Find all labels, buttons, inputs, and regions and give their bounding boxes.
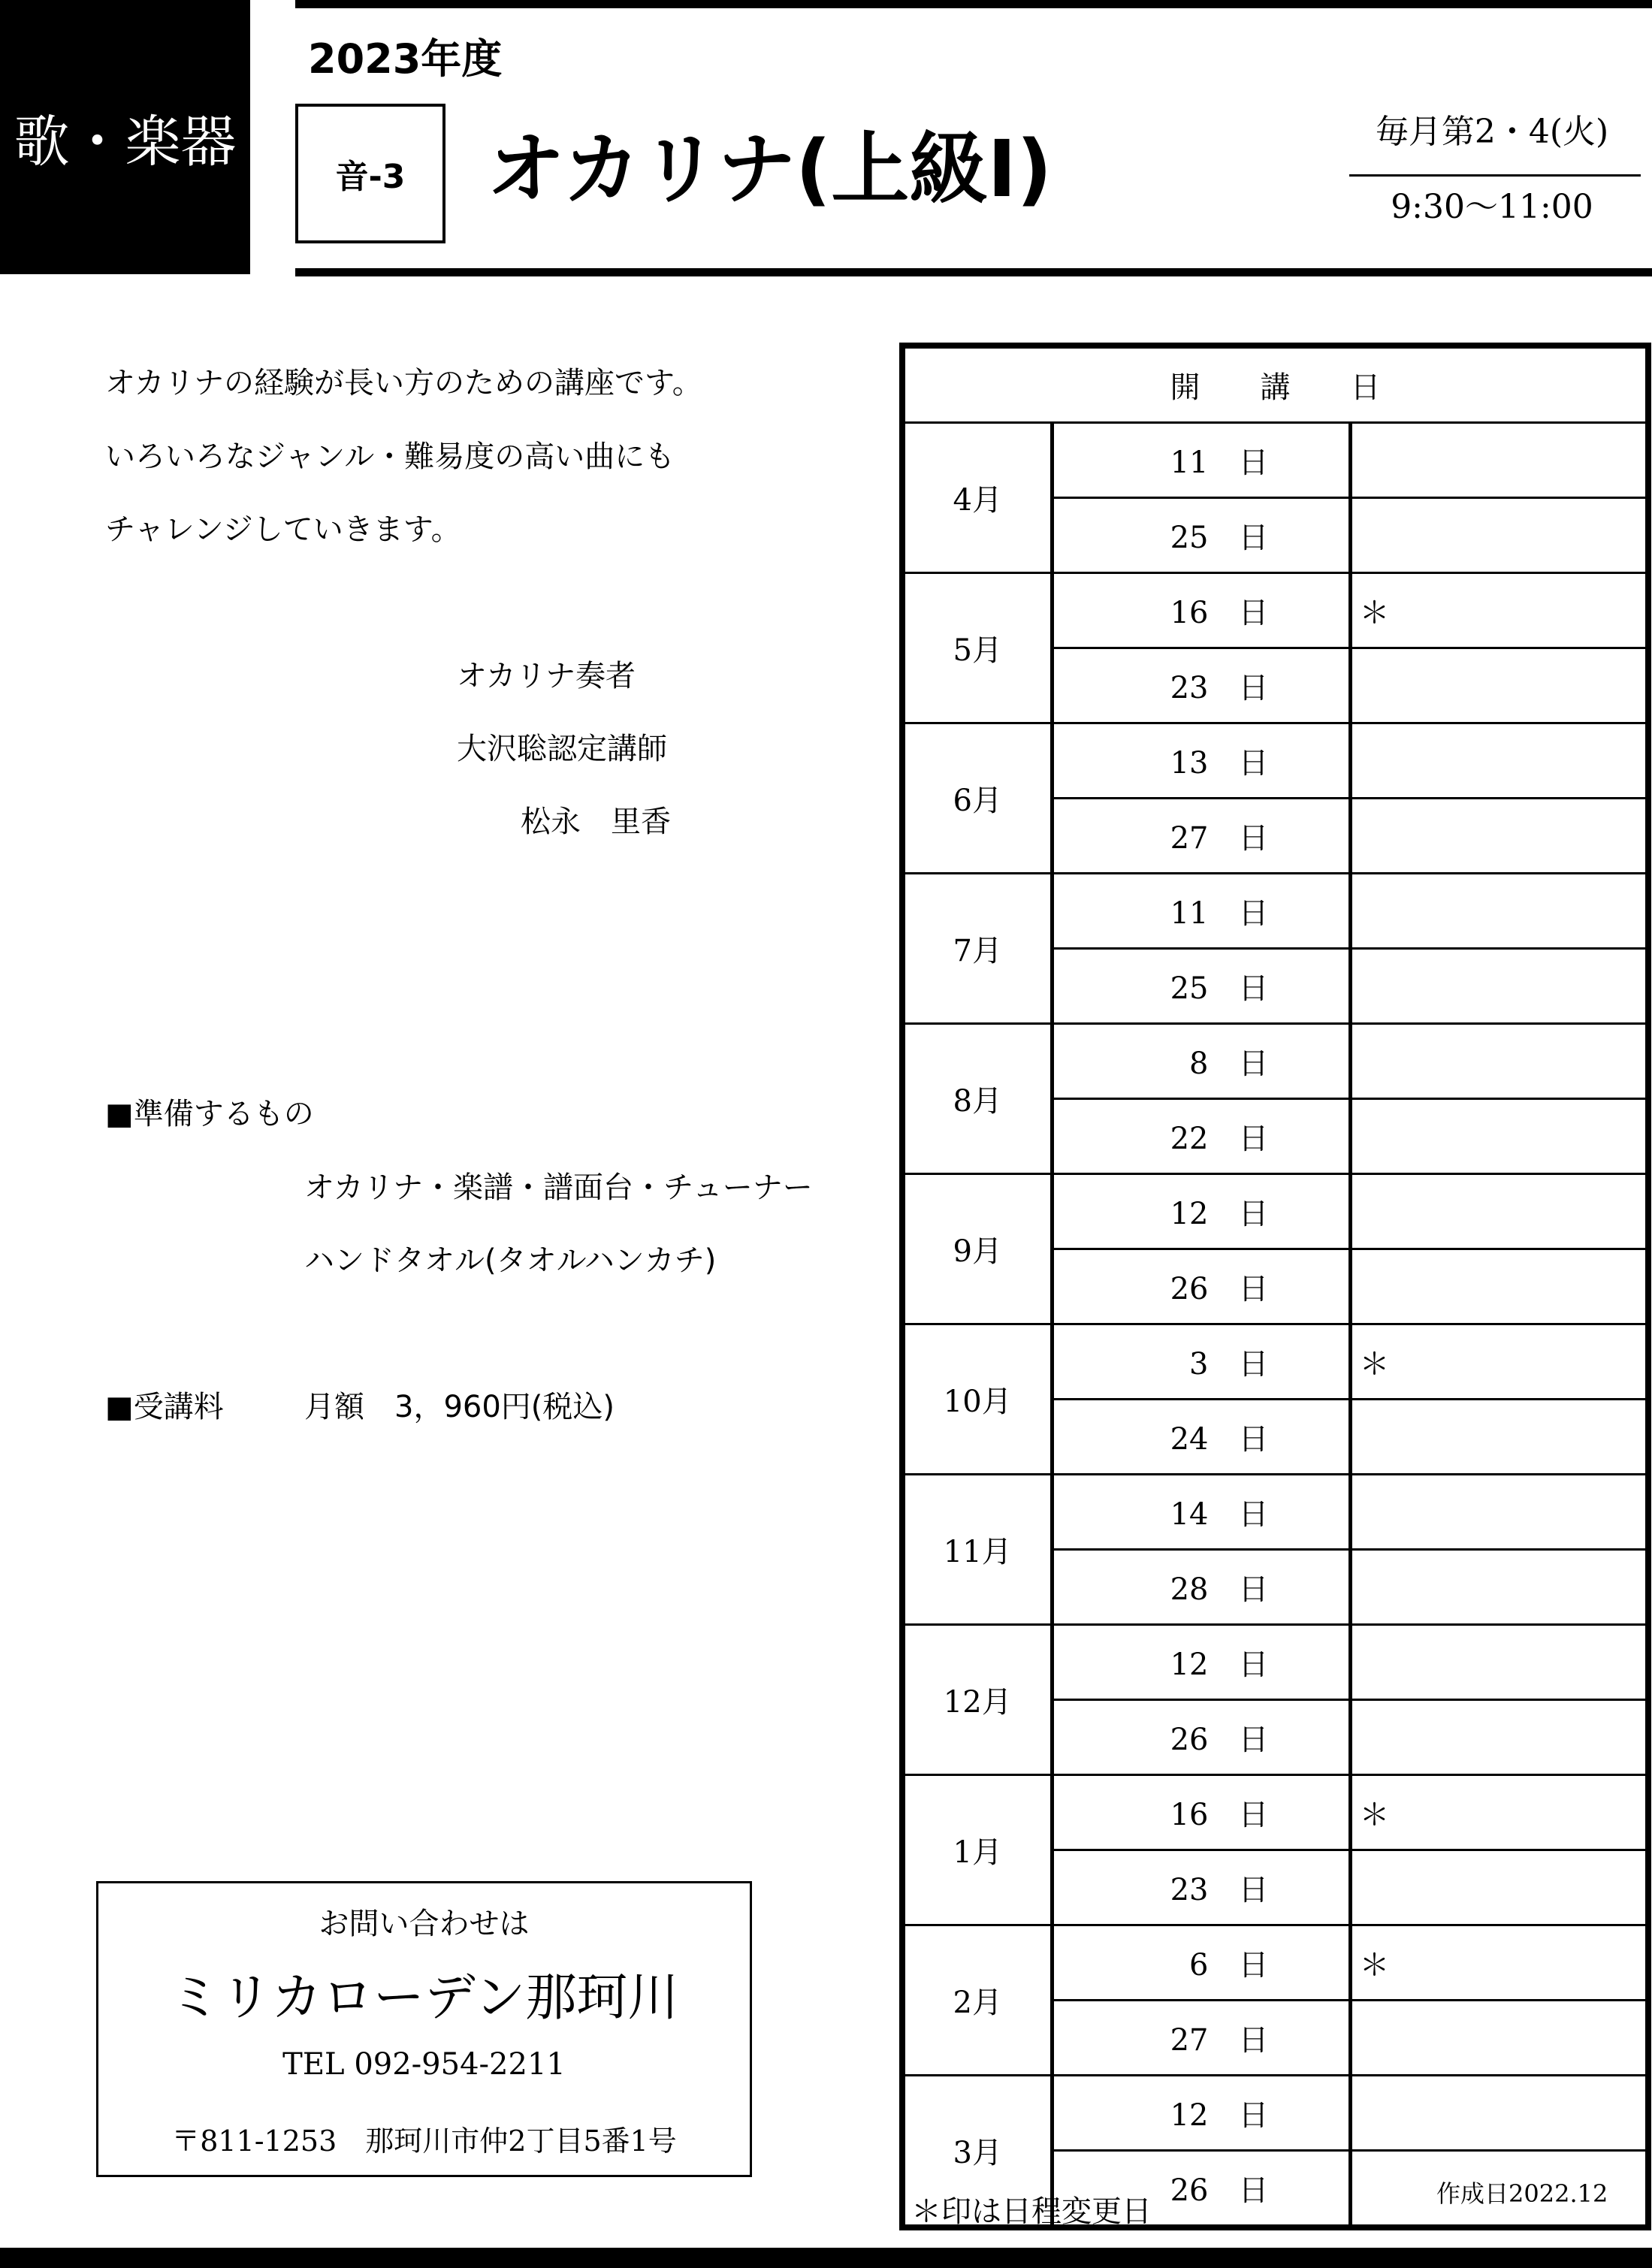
day-cell bbox=[1052, 573, 1350, 648]
description-line-3: チャレンジしていきます。 bbox=[105, 512, 461, 547]
day-number: 27 bbox=[1170, 2023, 1209, 2058]
month-cell: 3月 bbox=[902, 2076, 1052, 2228]
day-cell bbox=[1052, 1024, 1350, 1099]
schedule-divider bbox=[1349, 174, 1641, 177]
day-number: 12 bbox=[1170, 1197, 1209, 1231]
day-number: 23 bbox=[1170, 1873, 1209, 1907]
day-unit: 日 bbox=[1238, 1046, 1269, 1081]
day-cell bbox=[1052, 648, 1350, 723]
day-number: 12 bbox=[1170, 2098, 1209, 2133]
contact-phone: TEL 092-954-2211 bbox=[282, 2047, 566, 2082]
month-cell: 12月 bbox=[902, 1625, 1052, 1775]
change-mark: ＊ bbox=[1350, 1925, 1648, 2001]
month-cell: 4月 bbox=[902, 423, 1052, 573]
change-mark bbox=[1350, 1024, 1648, 1099]
materials-item-2: ハンドタオル(タオルハンカチ) bbox=[304, 1243, 717, 1278]
change-mark bbox=[1350, 1475, 1648, 1550]
day-number: 8 bbox=[1189, 1046, 1209, 1081]
materials-item-1: オカリナ・楽譜・譜面台・チューナー bbox=[304, 1170, 813, 1205]
day-cell bbox=[1052, 2076, 1350, 2151]
month-cell: 8月 bbox=[902, 1024, 1052, 1174]
change-mark bbox=[1350, 1174, 1648, 1249]
course-code: 音-3 bbox=[295, 104, 445, 243]
change-mark bbox=[1350, 1400, 1648, 1475]
change-mark bbox=[1350, 423, 1648, 498]
day-unit: 日 bbox=[1238, 445, 1269, 480]
day-unit: 日 bbox=[1238, 1798, 1269, 1832]
legend-note: ＊印は日程変更日 bbox=[911, 2194, 1152, 2229]
header-top-rule bbox=[295, 0, 1652, 8]
header-bottom-rule bbox=[295, 268, 1652, 276]
change-mark bbox=[1350, 723, 1648, 799]
day-unit: 日 bbox=[1238, 596, 1269, 630]
change-mark: ＊ bbox=[1350, 1775, 1648, 1850]
footer-bar bbox=[0, 2248, 1652, 2268]
change-mark bbox=[1350, 799, 1648, 874]
table-row bbox=[902, 1625, 1648, 1700]
month-cell: 6月 bbox=[902, 723, 1052, 874]
day-unit: 日 bbox=[1238, 1272, 1269, 1306]
day-cell bbox=[1052, 1249, 1350, 1324]
change-mark bbox=[1350, 1700, 1648, 1775]
day-number: 16 bbox=[1170, 1798, 1209, 1832]
day-number: 22 bbox=[1170, 1122, 1209, 1156]
day-unit: 日 bbox=[1238, 1873, 1269, 1907]
day-number: 26 bbox=[1170, 1272, 1209, 1306]
contact-venue-name: ミリカローデン那珂川 bbox=[169, 1968, 679, 2028]
day-unit: 日 bbox=[1238, 521, 1269, 555]
day-unit: 日 bbox=[1238, 1197, 1269, 1231]
contact-box bbox=[96, 1881, 752, 2177]
day-unit: 日 bbox=[1238, 1723, 1269, 1757]
day-unit: 日 bbox=[1238, 2098, 1269, 2133]
day-number: 23 bbox=[1170, 671, 1209, 705]
change-mark: ＊ bbox=[1350, 1324, 1648, 1400]
day-unit: 日 bbox=[1238, 1122, 1269, 1156]
day-cell bbox=[1052, 723, 1350, 799]
day-number: 13 bbox=[1170, 746, 1209, 781]
change-mark bbox=[1350, 1625, 1648, 1700]
day-number: 3 bbox=[1189, 1347, 1209, 1382]
day-unit: 日 bbox=[1238, 896, 1269, 931]
fiscal-year: 2023年度 bbox=[308, 35, 503, 83]
table-row bbox=[902, 1324, 1648, 1400]
contact-address: 〒811-1253 那珂川市仲2丁目5番1号 bbox=[171, 2125, 677, 2158]
change-mark bbox=[1350, 1249, 1648, 1324]
day-cell bbox=[1052, 949, 1350, 1024]
day-number: 26 bbox=[1170, 2173, 1209, 2208]
table-row bbox=[902, 1024, 1648, 1099]
schedule-table bbox=[899, 343, 1651, 2230]
table-header-row bbox=[902, 346, 1648, 423]
day-unit: 日 bbox=[1238, 2023, 1269, 2058]
change-mark bbox=[1350, 2076, 1648, 2151]
day-cell bbox=[1052, 1475, 1350, 1550]
month-cell: 7月 bbox=[902, 874, 1052, 1024]
change-mark: ＊ bbox=[1350, 573, 1648, 648]
instructor-certification: 大沢聡認定講師 bbox=[457, 732, 667, 766]
day-number: 12 bbox=[1170, 1647, 1209, 1682]
day-unit: 日 bbox=[1238, 671, 1269, 705]
table-row bbox=[902, 2076, 1648, 2151]
month-cell: 1月 bbox=[902, 1775, 1052, 1925]
table-row bbox=[902, 1925, 1648, 2001]
fee-value: 月額 3，960円(税込) bbox=[304, 1390, 615, 1424]
day-number: 14 bbox=[1170, 1497, 1209, 1532]
schedule-day: 毎月第2・4(火) bbox=[1375, 113, 1609, 151]
contact-heading: お問い合わせは bbox=[319, 1907, 530, 1941]
day-unit: 日 bbox=[1238, 746, 1269, 781]
table-row bbox=[902, 573, 1648, 648]
change-mark bbox=[1350, 949, 1648, 1024]
table-row bbox=[902, 1775, 1648, 1850]
day-cell bbox=[1052, 423, 1350, 498]
day-unit: 日 bbox=[1238, 821, 1269, 856]
day-cell bbox=[1052, 2001, 1350, 2076]
day-unit: 日 bbox=[1238, 1647, 1269, 1682]
day-cell bbox=[1052, 1625, 1350, 1700]
day-number: 25 bbox=[1170, 971, 1209, 1006]
day-number: 11 bbox=[1170, 445, 1209, 480]
day-number: 26 bbox=[1170, 1723, 1209, 1757]
table-header: 開 講 日 bbox=[902, 346, 1648, 423]
month-cell: 5月 bbox=[902, 573, 1052, 723]
day-cell bbox=[1052, 1925, 1350, 2001]
description-line-1: オカリナの経験が長い方のための講座です。 bbox=[105, 366, 702, 400]
change-mark bbox=[1350, 498, 1648, 573]
table-row bbox=[902, 1475, 1648, 1550]
change-mark bbox=[1350, 1850, 1648, 1925]
day-unit: 日 bbox=[1238, 1948, 1269, 1983]
table-row bbox=[902, 874, 1648, 949]
month-cell: 10月 bbox=[902, 1324, 1052, 1475]
day-unit: 日 bbox=[1238, 1422, 1269, 1457]
day-unit: 日 bbox=[1238, 1497, 1269, 1532]
day-number: 16 bbox=[1170, 596, 1209, 630]
instructor-name: 松永 里香 bbox=[521, 805, 671, 839]
day-unit: 日 bbox=[1238, 971, 1269, 1006]
course-title: オカリナ(上級Ⅰ) bbox=[487, 123, 1053, 215]
day-cell bbox=[1052, 874, 1350, 949]
materials-heading: ■準備するもの bbox=[105, 1097, 314, 1131]
day-number: 27 bbox=[1170, 821, 1209, 856]
created-date: 作成日2022.12 bbox=[1436, 2179, 1608, 2208]
change-mark bbox=[1350, 1099, 1648, 1174]
change-mark bbox=[1350, 874, 1648, 949]
change-mark bbox=[1350, 648, 1648, 723]
day-cell bbox=[1052, 1700, 1350, 1775]
day-cell bbox=[1052, 1174, 1350, 1249]
day-cell bbox=[1052, 498, 1350, 573]
day-unit: 日 bbox=[1238, 1347, 1269, 1382]
day-number: 28 bbox=[1170, 1572, 1209, 1607]
day-number: 11 bbox=[1170, 896, 1209, 931]
fee-heading: ■受講料 bbox=[105, 1390, 224, 1424]
day-number: 25 bbox=[1170, 521, 1209, 555]
schedule-time: 9:30〜11:00 bbox=[1391, 188, 1593, 226]
table-row bbox=[902, 723, 1648, 799]
day-cell bbox=[1052, 1099, 1350, 1174]
day-cell bbox=[1052, 799, 1350, 874]
schedule-body bbox=[902, 423, 1648, 2228]
instructor-role: オカリナ奏者 bbox=[457, 659, 636, 693]
day-unit: 日 bbox=[1238, 2173, 1269, 2208]
day-number: 24 bbox=[1170, 1422, 1209, 1457]
day-cell bbox=[1052, 1550, 1350, 1625]
day-cell bbox=[1052, 1324, 1350, 1400]
table-row bbox=[902, 1174, 1648, 1249]
month-cell: 2月 bbox=[902, 1925, 1052, 2076]
change-mark bbox=[1350, 1550, 1648, 1625]
change-mark bbox=[1350, 2001, 1648, 2076]
description-line-2: いろいろなジャンル・難易度の高い曲にも bbox=[105, 439, 675, 474]
day-unit: 日 bbox=[1238, 1572, 1269, 1607]
day-number: 6 bbox=[1189, 1948, 1209, 1983]
category-label: 歌・楽器 bbox=[0, 0, 250, 274]
table-row bbox=[902, 423, 1648, 498]
month-cell: 9月 bbox=[902, 1174, 1052, 1324]
day-cell bbox=[1052, 1850, 1350, 1925]
day-cell bbox=[1052, 1400, 1350, 1475]
month-cell: 11月 bbox=[902, 1475, 1052, 1625]
day-cell bbox=[1052, 1775, 1350, 1850]
